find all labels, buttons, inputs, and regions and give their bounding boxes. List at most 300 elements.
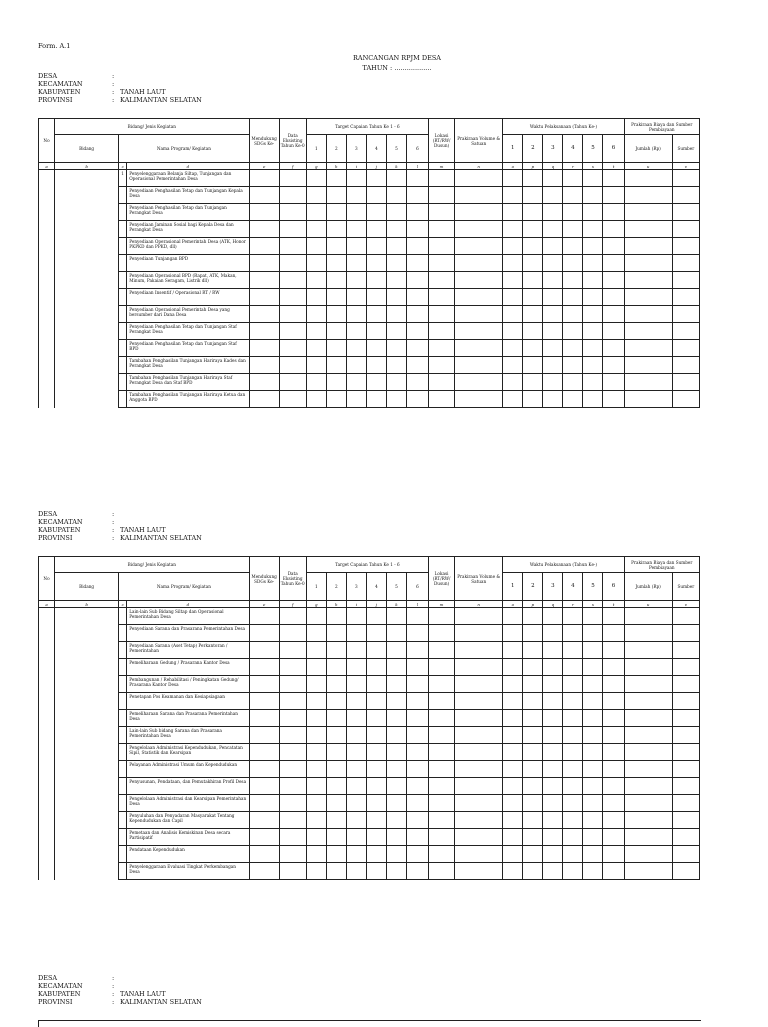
cell-empty (672, 306, 699, 323)
cell-empty (386, 829, 406, 846)
cell-empty (249, 221, 279, 238)
cell-program: Penyediaan Penghasilan Tetap dan Tunjangan Perangkat Desa (127, 204, 249, 221)
header-data-existing: Data Eksisting Tahun Ke-0 (279, 119, 306, 163)
table-row (39, 238, 700, 255)
cell-empty (429, 812, 455, 829)
cell-no (39, 727, 55, 744)
cell-code (119, 306, 127, 323)
table-row (39, 693, 700, 710)
info-separator: : (112, 974, 115, 982)
cell-empty (429, 340, 455, 357)
cell-empty (603, 340, 624, 357)
cell-empty (386, 306, 406, 323)
cell-empty (406, 744, 428, 761)
info-label-provinsi: PROVINSI (38, 96, 73, 104)
cell-empty (563, 391, 583, 408)
cell-empty (249, 289, 279, 306)
cell-empty (455, 642, 503, 659)
cell-empty (386, 238, 406, 255)
cell-empty (386, 374, 406, 391)
cell-code (119, 391, 127, 408)
header-bidang-jenis: Bidang/ Jenis Kegiatan (55, 557, 250, 573)
header-volume: Prakiraan Volume & Satuan (455, 557, 503, 601)
cell-program: Penyediaan Penghasilan Tetap dan Tunjangan Staf Perangkat Desa (127, 323, 249, 340)
cell-empty (563, 340, 583, 357)
header-target-year: 3 (346, 135, 366, 163)
cell-empty (249, 374, 279, 391)
cell-empty (366, 391, 386, 408)
column-letter: c (119, 163, 127, 170)
cell-empty (543, 187, 563, 204)
cell-empty (306, 642, 326, 659)
cell-empty (583, 812, 603, 829)
column-letter: r (563, 601, 583, 608)
cell-empty (523, 221, 543, 238)
column-letter: o (503, 601, 523, 608)
cell-empty (563, 863, 583, 880)
column-letter: d (127, 601, 249, 608)
cell-empty (503, 170, 523, 187)
cell-empty (386, 625, 406, 642)
cell-empty (366, 255, 386, 272)
cell-code (119, 676, 127, 693)
table-row (39, 272, 700, 289)
cell-empty (523, 727, 543, 744)
info-separator: : (112, 982, 115, 990)
cell-empty (326, 391, 346, 408)
cell-bidang (55, 812, 119, 829)
cell-empty (672, 170, 699, 187)
cell-empty (455, 204, 503, 221)
cell-empty (455, 778, 503, 795)
cell-code (119, 340, 127, 357)
column-letter: i (346, 601, 366, 608)
cell-empty (326, 187, 346, 204)
info-separator: : (112, 88, 115, 96)
cell-empty (543, 221, 563, 238)
cell-no (39, 812, 55, 829)
cell-empty (583, 795, 603, 812)
table-row (39, 357, 700, 374)
table-row (39, 391, 700, 408)
cell-empty (346, 374, 366, 391)
cell-empty (672, 625, 699, 642)
cell-empty (583, 693, 603, 710)
cell-empty (429, 846, 455, 863)
cell-program: Tambahan Penghasilan Tunjangan Hariraya Staf Perangkat Desa dan Staf BPD (127, 374, 249, 391)
info-value-kabupaten: TANAH LAUT (120, 526, 166, 534)
header-waktu-year: 4 (563, 135, 583, 163)
cell-empty (455, 289, 503, 306)
header-lokasi: Lokasi (RT/RW/ Dusun) (429, 119, 455, 163)
cell-empty (429, 238, 455, 255)
cell-empty (366, 795, 386, 812)
cell-program: Penyelenggaraan Belanja Siltap, Tunjangan dan Operasional Pemerintahan Desa (127, 170, 249, 187)
cell-empty (563, 846, 583, 863)
info-label-kecamatan: KECAMATAN (38, 80, 83, 88)
cell-empty (672, 761, 699, 778)
cell-program: Tambahan Penghasilan Tunjangan Hariraya Ketua dan Anggota BPD (127, 391, 249, 408)
table-row (39, 846, 700, 863)
cell-empty (672, 829, 699, 846)
cell-empty (603, 710, 624, 727)
cell-empty (366, 642, 386, 659)
cell-code (119, 357, 127, 374)
cell-empty (406, 238, 428, 255)
column-letter: e (249, 163, 279, 170)
info-label-desa: DESA (38, 510, 58, 518)
cell-empty (429, 255, 455, 272)
cell-empty (603, 357, 624, 374)
cell-empty (366, 221, 386, 238)
cell-bidang (55, 608, 119, 625)
cell-no (39, 761, 55, 778)
cell-empty (672, 357, 699, 374)
cell-code (119, 323, 127, 340)
cell-empty (563, 812, 583, 829)
cell-empty (249, 676, 279, 693)
cell-empty (406, 829, 428, 846)
cell-empty (523, 659, 543, 676)
cell-empty (326, 204, 346, 221)
cell-empty (543, 795, 563, 812)
cell-empty (672, 608, 699, 625)
cell-empty (603, 795, 624, 812)
cell-empty (624, 761, 672, 778)
cell-no (39, 272, 55, 289)
cell-empty (406, 642, 428, 659)
cell-empty (503, 863, 523, 880)
cell-empty (583, 170, 603, 187)
cell-code (119, 187, 127, 204)
cell-no (39, 642, 55, 659)
cell-empty (543, 710, 563, 727)
info-value-provinsi: KALIMANTAN SELATAN (120, 534, 202, 542)
cell-empty (429, 187, 455, 204)
cell-empty (279, 340, 306, 357)
cell-empty (672, 221, 699, 238)
column-letter: m (429, 601, 455, 608)
header-target-year: 1 (306, 135, 326, 163)
cell-empty (503, 340, 523, 357)
cell-empty (346, 846, 366, 863)
cell-empty (563, 761, 583, 778)
cell-empty (279, 795, 306, 812)
cell-empty (326, 812, 346, 829)
cell-empty (624, 221, 672, 238)
cell-empty (563, 795, 583, 812)
cell-code (119, 710, 127, 727)
cell-empty (603, 204, 624, 221)
cell-empty (624, 374, 672, 391)
cell-empty (503, 272, 523, 289)
cell-empty (583, 625, 603, 642)
cell-empty (583, 323, 603, 340)
cell-empty (406, 340, 428, 357)
cell-empty (366, 608, 386, 625)
cell-empty (543, 642, 563, 659)
cell-bidang (55, 238, 119, 255)
cell-empty (583, 676, 603, 693)
cell-empty (455, 608, 503, 625)
header-biaya: Prakiraan Biaya dan Sumber Pembiayaan (624, 119, 699, 135)
cell-empty (346, 744, 366, 761)
cell-no (39, 676, 55, 693)
cell-empty (563, 829, 583, 846)
header-waktu: Waktu Pelaksanaan (Tahun Ke-) (503, 557, 624, 573)
cell-empty (523, 761, 543, 778)
cell-bidang (55, 323, 119, 340)
cell-empty (346, 625, 366, 642)
cell-empty (386, 778, 406, 795)
cell-empty (583, 744, 603, 761)
cell-empty (326, 693, 346, 710)
cell-empty (503, 625, 523, 642)
cell-empty (249, 187, 279, 204)
cell-empty (523, 642, 543, 659)
cell-empty (306, 340, 326, 357)
cell-empty (326, 625, 346, 642)
cell-empty (306, 795, 326, 812)
cell-empty (563, 306, 583, 323)
cell-empty (306, 238, 326, 255)
cell-program: Tambahan Penghasilan Tunjangan Hariraya Kades dan Perangkat Desa (127, 357, 249, 374)
cell-empty (366, 829, 386, 846)
header-waktu-year: 3 (543, 573, 563, 601)
cell-empty (624, 204, 672, 221)
info-label-kabupaten: KABUPATEN (38, 990, 81, 998)
column-letter: c (119, 601, 127, 608)
cell-empty (563, 357, 583, 374)
cell-program: Penetapan Pos Keamanan dan Kesiapsiagaan (127, 693, 249, 710)
header-bidang-jenis: Bidang/ Jenis Kegiatan (55, 119, 250, 135)
cell-empty (523, 625, 543, 642)
cell-empty (563, 744, 583, 761)
column-letter: q (543, 601, 563, 608)
header-waktu-year: 6 (603, 573, 624, 601)
cell-empty (366, 340, 386, 357)
cell-empty (523, 778, 543, 795)
cell-empty (523, 238, 543, 255)
info-separator: : (112, 534, 115, 542)
cell-empty (543, 357, 563, 374)
cell-empty (306, 710, 326, 727)
cell-empty (624, 391, 672, 408)
cell-empty (503, 727, 523, 744)
cell-empty (543, 659, 563, 676)
table-row (39, 727, 700, 744)
cell-empty (326, 357, 346, 374)
cell-empty (455, 795, 503, 812)
cell-empty (406, 306, 428, 323)
cell-empty (503, 676, 523, 693)
column-letter: l (406, 601, 428, 608)
cell-empty (406, 659, 428, 676)
cell-empty (279, 272, 306, 289)
cell-empty (603, 846, 624, 863)
cell-empty (624, 744, 672, 761)
cell-bidang (55, 693, 119, 710)
cell-empty (429, 642, 455, 659)
cell-empty (429, 204, 455, 221)
info-row-kecamatan (38, 518, 202, 526)
header-bidang: Bidang (55, 135, 119, 163)
cell-program: Penyuluhan dan Penyadaran Masyarakat Tentang Kependudukan dan Capil (127, 812, 249, 829)
rpjm-table-2 (38, 556, 700, 880)
cell-empty (326, 340, 346, 357)
cell-empty (386, 812, 406, 829)
cell-empty (346, 659, 366, 676)
cell-empty (603, 272, 624, 289)
table-row (39, 710, 700, 727)
column-letter: k (386, 601, 406, 608)
cell-empty (406, 727, 428, 744)
cell-empty (279, 676, 306, 693)
cell-empty (563, 710, 583, 727)
cell-empty (346, 221, 366, 238)
cell-empty (249, 306, 279, 323)
cell-empty (249, 340, 279, 357)
cell-empty (386, 289, 406, 306)
cell-empty (346, 340, 366, 357)
cell-empty (583, 374, 603, 391)
cell-empty (603, 744, 624, 761)
cell-code (119, 846, 127, 863)
cell-empty (406, 170, 428, 187)
cell-empty (249, 846, 279, 863)
cell-empty (523, 829, 543, 846)
cell-empty (624, 289, 672, 306)
cell-empty (583, 778, 603, 795)
cell-empty (503, 642, 523, 659)
cell-empty (603, 323, 624, 340)
cell-empty (563, 608, 583, 625)
cell-empty (386, 255, 406, 272)
cell-empty (346, 289, 366, 306)
cell-empty (429, 727, 455, 744)
cell-empty (279, 289, 306, 306)
cell-empty (583, 846, 603, 863)
cell-empty (523, 374, 543, 391)
cell-bidang (55, 357, 119, 374)
cell-empty (583, 255, 603, 272)
header-target: Target Capaian Tahun Ke 1 - 6 (306, 557, 428, 573)
cell-empty (366, 812, 386, 829)
header-target-year: 5 (386, 135, 406, 163)
cell-empty (249, 761, 279, 778)
table-row (39, 795, 700, 812)
cell-empty (455, 676, 503, 693)
cell-empty (306, 829, 326, 846)
cell-empty (326, 289, 346, 306)
header-volume: Prakiraan Volume & Satuan (455, 119, 503, 163)
cell-empty (523, 255, 543, 272)
cell-empty (603, 676, 624, 693)
cell-empty (583, 391, 603, 408)
cell-empty (624, 357, 672, 374)
cell-empty (346, 306, 366, 323)
cell-empty (249, 272, 279, 289)
cell-empty (406, 187, 428, 204)
cell-empty (583, 761, 603, 778)
cell-bidang (55, 289, 119, 306)
cell-empty (624, 727, 672, 744)
cell-empty (346, 727, 366, 744)
cell-empty (543, 170, 563, 187)
header-no: No (39, 119, 55, 163)
cell-empty (624, 795, 672, 812)
info-row-kecamatan (38, 982, 202, 990)
cell-bidang (55, 221, 119, 238)
cell-empty (306, 761, 326, 778)
cell-empty (523, 340, 543, 357)
cell-code (119, 238, 127, 255)
cell-empty (249, 642, 279, 659)
table-row (39, 187, 700, 204)
cell-empty (406, 374, 428, 391)
cell-empty (503, 846, 523, 863)
cell-code (119, 727, 127, 744)
cell-bidang (55, 340, 119, 357)
cell-code (119, 829, 127, 846)
cell-empty (543, 608, 563, 625)
cell-empty (346, 812, 366, 829)
header-sdgs: Mendukung SDGs Ke- (249, 119, 279, 163)
cell-empty (386, 846, 406, 863)
cell-code (119, 744, 127, 761)
header-waktu-year: 5 (583, 573, 603, 601)
table-row (39, 625, 700, 642)
info-row-provinsi (38, 998, 202, 1006)
cell-empty (672, 710, 699, 727)
cell-no (39, 625, 55, 642)
header-data-existing: Data Eksisting Tahun Ke-0 (279, 557, 306, 601)
cell-empty (583, 238, 603, 255)
cell-empty (624, 863, 672, 880)
cell-empty (543, 744, 563, 761)
column-letter: u (624, 601, 672, 608)
cell-empty (386, 221, 406, 238)
cell-empty (249, 170, 279, 187)
cell-program: Pelayanan Administrasi Umum dan Kependudukan (127, 761, 249, 778)
cell-program: Penyediaan Sarana (Aset Tetap) Perkantoran / Pemerintahan (127, 642, 249, 659)
cell-empty (603, 693, 624, 710)
cell-empty (366, 778, 386, 795)
column-letter: f (279, 163, 306, 170)
cell-empty (672, 323, 699, 340)
cell-empty (603, 221, 624, 238)
cell-empty (406, 761, 428, 778)
cell-empty (455, 846, 503, 863)
cell-empty (366, 170, 386, 187)
cell-no (39, 829, 55, 846)
cell-empty (249, 323, 279, 340)
cell-empty (346, 272, 366, 289)
cell-empty (306, 693, 326, 710)
cell-empty (346, 255, 366, 272)
cell-empty (386, 170, 406, 187)
cell-code (119, 608, 127, 625)
cell-empty (346, 238, 366, 255)
cell-empty (306, 221, 326, 238)
info-separator: : (112, 526, 115, 534)
cell-empty (326, 761, 346, 778)
cell-empty (543, 693, 563, 710)
cell-empty (603, 727, 624, 744)
cell-empty (279, 204, 306, 221)
cell-empty (386, 863, 406, 880)
cell-empty (346, 863, 366, 880)
